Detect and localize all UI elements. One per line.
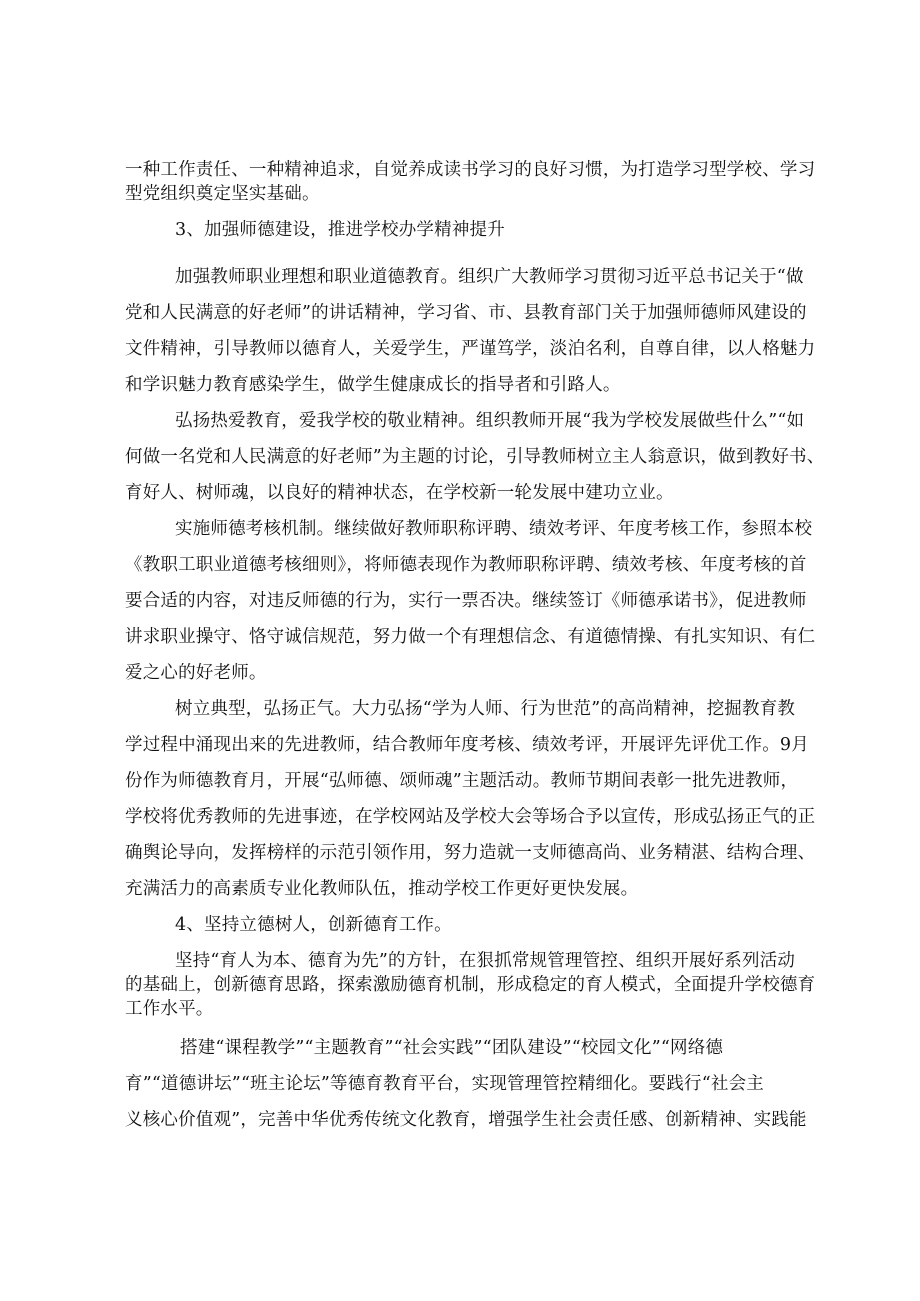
paragraph-line: 《教职工职业道德考核细则》，将师德表现作为教师职称评聘、绩效考核、年度考核的首 xyxy=(125,555,807,575)
paragraph-line: 学过程中涌现出来的先进教师，结合教师年度考核、绩效考评，开展评先评优工作。9月 xyxy=(125,735,809,755)
paragraph-line: 实施师德考核机制。继续做好教师职称评聘、绩效考评、年度考核工作，参照本校 xyxy=(175,519,813,539)
paragraph-line: 充满活力的高素质专业化教师队伍，推动学校工作更好更快发展。 xyxy=(125,879,639,899)
paragraph-line: 坚持“育人为本、德育为先”的方针，在狠抓常规管理管控、组织开展好系列活动 xyxy=(175,951,796,971)
paragraph-line: 育”“道德讲坛”“班主论坛”等德育教育平台，实现管理管控精细化。要践行“社会主 xyxy=(125,1074,764,1094)
section-heading: 3、加强师德建设，推进学校办学精神提升 xyxy=(175,220,505,240)
paragraph-line: 一种工作责任、一种精神追求，自觉养成读书学习的良好习惯，为打造学习型学校、学习 xyxy=(125,160,816,180)
paragraph-line: 份作为师德教育月，开展“弘师德、颂师魂”主题活动。教师节期间表彰一批先进教师， xyxy=(125,771,799,791)
paragraph-line: 和学识魅力教育感染学生，做学生健康成长的指导者和引路人。 xyxy=(125,375,621,395)
paragraph-line: 文件精神，引导教师以德育人，关爱学生，严谨笃学，淡泊名利，自尊自律，以人格魅力 xyxy=(125,339,816,359)
section-heading: 4、坚持立德树人，创新德育工作。 xyxy=(175,915,452,935)
paragraph-line: 加强教师职业理想和职业道德教育。组织广大教师学习贯彻习近平总书记关于“做 xyxy=(175,267,804,287)
paragraph-line: 讲求职业操守、恪守诚信规范，努力做一个有理想信念、有道德情操、有扎实知识、有仁 xyxy=(125,627,816,647)
paragraph-line: 义核心价值观”，完善中华优秀传统文化教育，增强学生社会责任感、创新精神、实践能 xyxy=(125,1110,807,1130)
paragraph-line: 弘扬热爱教育，爱我学校的敬业精神。组织教师开展“我为学校发展做些什么”“如 xyxy=(175,411,805,431)
paragraph-line: 搭建“课程教学”“主题教育”“社会实践”“团队建设”“校园文化”“网络德 xyxy=(180,1038,724,1058)
paragraph-line: 工作水平。 xyxy=(125,999,214,1019)
paragraph-line: 要合适的内容，对违反师德的行为，实行一票否决。继续签订《师德承诺书》，促进教师 xyxy=(125,591,807,611)
paragraph-line: 何做一名党和人民满意的好老师”为主题的讨论，引导教师树立主人翁意识，做到教好书、 xyxy=(125,447,825,467)
paragraph-line: 型党组织奠定坚实基础。 xyxy=(125,184,320,204)
paragraph-line: 育好人、树师魂，以良好的精神状态，在学校新一轮发展中建功立业。 xyxy=(125,483,674,503)
paragraph-line: 的基础上，创新德育思路，探索激励德育机制，形成稳定的育人模式，全面提升学校德育 xyxy=(125,975,816,995)
paragraph-line: 树立典型，弘扬正气。大力弘扬“学为人师、行为世范”的高尚精神，挖掘教育教 xyxy=(175,699,796,719)
paragraph-line: 爱之心的好老师。 xyxy=(125,663,267,683)
paragraph-line: 确舆论导向，发挥榜样的示范引领作用，努力造就一支师德高尚、业务精湛、结构合理、 xyxy=(125,843,816,863)
paragraph-line: 学校将优秀教师的先进事迹，在学校网站及学校大会等场合予以宣传，形成弘扬正气的正 xyxy=(125,807,816,827)
paragraph-line: 党和人民满意的好老师”的讲话精神，学习省、市、县教育部门关于加强师德师风建设的 xyxy=(125,303,807,323)
